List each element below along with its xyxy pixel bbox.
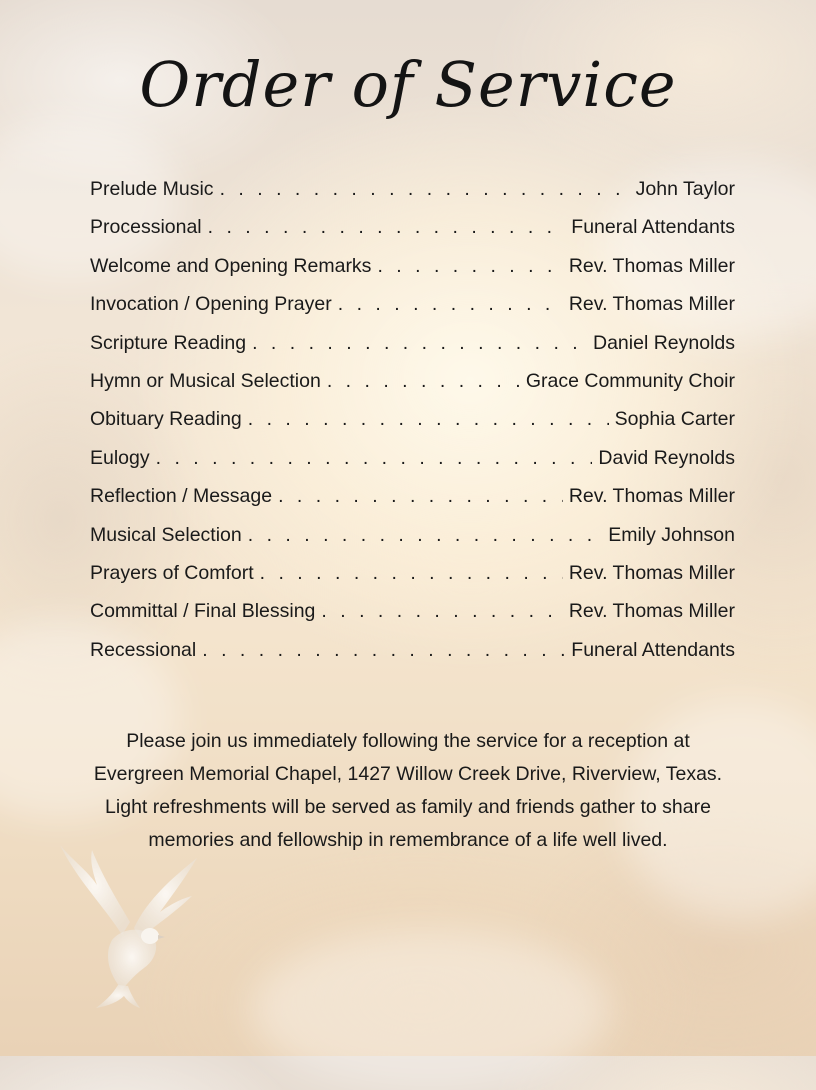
- cloud-decoration: [250, 930, 610, 1090]
- dove-icon: [52, 840, 212, 1010]
- leader-dots: [208, 216, 566, 239]
- program-participant: David Reynolds: [598, 446, 735, 469]
- program-participant: John Taylor: [635, 178, 735, 200]
- program-participant: Sophia Carter: [614, 408, 735, 431]
- program-item: Recessional: [90, 638, 197, 661]
- program-participant: Rev. Thomas Miller: [568, 254, 735, 277]
- program-row: [90, 332, 735, 370]
- reception-note: Please join us immediately following the service for a reception at Evergreen Memorial Chapel, 1427 Willow Creek Drive, Riverview, Texas. Light refreshments will be served as family and friends gather to share memories and fellowship in remembrance of a life well lived.: [93, 730, 723, 851]
- program-row: [90, 370, 735, 408]
- leader-dots: [377, 255, 562, 278]
- program-participant: Rev. Thomas Miller: [568, 561, 735, 584]
- program-item: Scripture Reading: [90, 331, 247, 354]
- program-participant: Rev. Thomas Miller: [568, 293, 735, 316]
- program-row: [90, 600, 735, 638]
- leader-dots: [202, 639, 565, 662]
- program-item: Hymn or Musical Selection: [90, 369, 321, 392]
- program-row: [90, 178, 735, 216]
- program-row: [90, 639, 735, 677]
- leader-dots: [220, 178, 630, 201]
- program-participant: Daniel Reynolds: [593, 331, 735, 354]
- program-participant: Grace Community Choir: [525, 369, 735, 392]
- program-item: Eulogy: [90, 446, 150, 469]
- program-item: Prayers of Comfort: [90, 561, 254, 584]
- program-row: [90, 216, 735, 254]
- program-list: [90, 178, 735, 677]
- program-participant: Rev. Thomas Miller: [568, 600, 735, 623]
- program-item: Musical Selection: [90, 523, 242, 546]
- leader-dots: [156, 447, 593, 470]
- program-item: Welcome and Opening Remarks: [90, 254, 372, 277]
- leader-dots: [321, 600, 562, 623]
- program-participant: Emily Johnson: [608, 523, 735, 546]
- leader-dots: [260, 562, 563, 585]
- program-item: Prelude Music: [90, 178, 214, 200]
- leader-dots: [338, 293, 563, 316]
- page-title: Order of Service: [139, 48, 677, 121]
- program-row: [90, 255, 735, 293]
- program-participant: Funeral Attendants: [571, 216, 735, 239]
- program-participant: Funeral Attendants: [571, 638, 735, 661]
- program-item: Committal / Final Blessing: [90, 600, 316, 623]
- program-item: Invocation / Opening Prayer: [90, 293, 332, 316]
- program-item: Obituary Reading: [90, 408, 242, 431]
- program-row: [90, 447, 735, 485]
- program-row: [90, 562, 735, 600]
- program-item: Processional: [90, 216, 202, 239]
- program-row: [90, 485, 735, 523]
- program-row: [90, 524, 735, 562]
- program-row: [90, 408, 735, 446]
- leader-dots: [327, 370, 520, 393]
- leader-dots: [248, 524, 602, 547]
- program-item: Reflection / Message: [90, 485, 273, 508]
- program-participant: Rev. Thomas Miller: [568, 485, 735, 508]
- leader-dots: [278, 485, 563, 508]
- program-row: [90, 293, 735, 331]
- leader-dots: [248, 408, 609, 431]
- leader-dots: [252, 332, 587, 355]
